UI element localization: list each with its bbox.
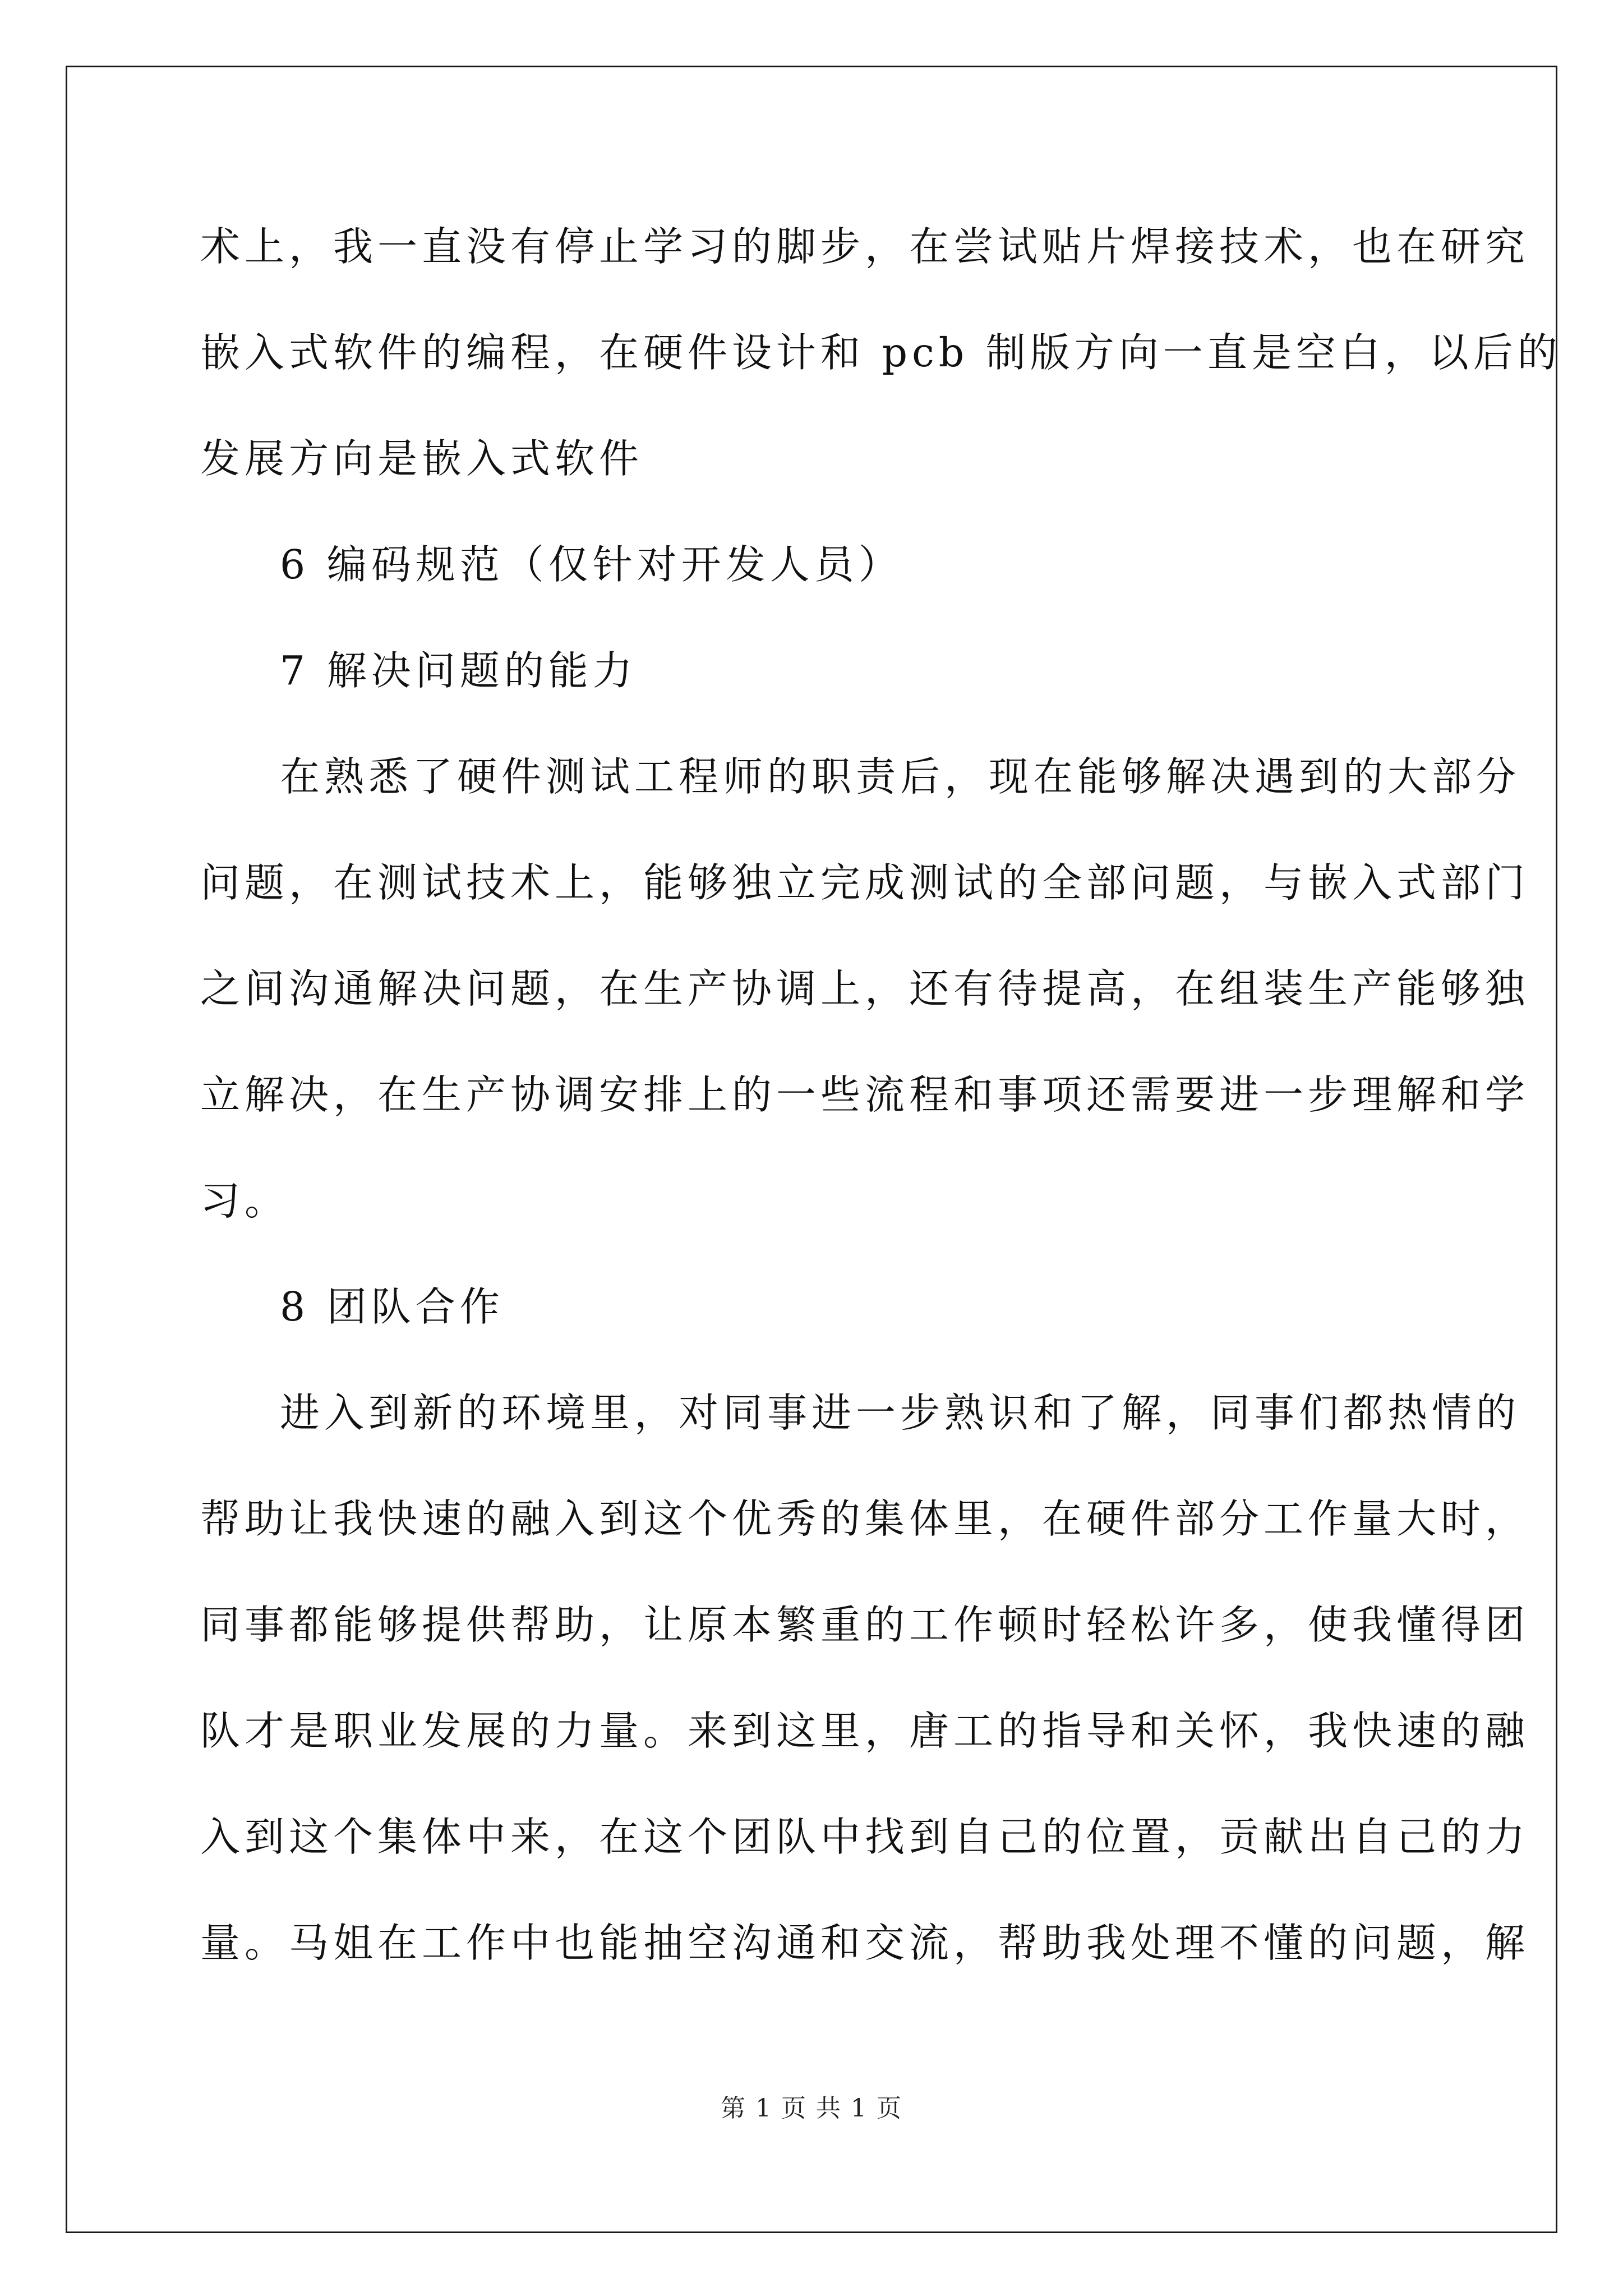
body-line: 术上，我一直没有停止学习的脚步，在尝试贴片焊接技术，也在研究 bbox=[200, 223, 1530, 270]
body-line: 帮助让我快速的融入到这个优秀的集体里，在硬件部分工作量大时， bbox=[200, 1496, 1530, 1542]
body-line: 队才是职业发展的力量。来到这里，唐工的指导和关怀，我快速的融 bbox=[200, 1708, 1530, 1754]
body-line: 嵌入式软件的编程，在硬件设计和 pcb 制版方向一直是空白，以后的 bbox=[200, 329, 1562, 376]
body-line: 进入到新的环境里，对同事进一步熟识和了解，同事们都热情的 bbox=[280, 1389, 1521, 1436]
body-line: 习。 bbox=[200, 1177, 289, 1224]
body-line: 在熟悉了硬件测试工程师的职责后，现在能够解决遇到的大部分 bbox=[280, 753, 1521, 800]
body-line: 量。马姐在工作中也能抽空沟通和交流，帮助我处理不懂的问题，解 bbox=[200, 1920, 1530, 1966]
body-line: 发展方向是嵌入式软件 bbox=[200, 435, 644, 482]
section-heading: 7 解决问题的能力 bbox=[280, 647, 637, 694]
body-line: 同事都能够提供帮助，让原本繁重的工作顿时轻松许多，使我懂得团 bbox=[200, 1602, 1530, 1648]
body-line: 入到这个集体中来，在这个团队中找到自己的位置，贡献出自己的力 bbox=[200, 1814, 1530, 1860]
page-border bbox=[66, 66, 1557, 2233]
page-footer: 第 1 页 共 1 页 bbox=[721, 2094, 902, 2123]
body-line: 立解决，在生产协调安排上的一些流程和事项还需要进一步理解和学 bbox=[200, 1071, 1530, 1118]
body-line: 之间沟通解决问题，在生产协调上，还有待提高，在组装生产能够独 bbox=[200, 965, 1530, 1012]
section-heading: 8 团队合作 bbox=[280, 1283, 504, 1330]
section-heading: 6 编码规范（仅针对开发人员） bbox=[280, 541, 903, 588]
body-line: 问题，在测试技术上，能够独立完成测试的全部问题，与嵌入式部门 bbox=[200, 859, 1530, 906]
